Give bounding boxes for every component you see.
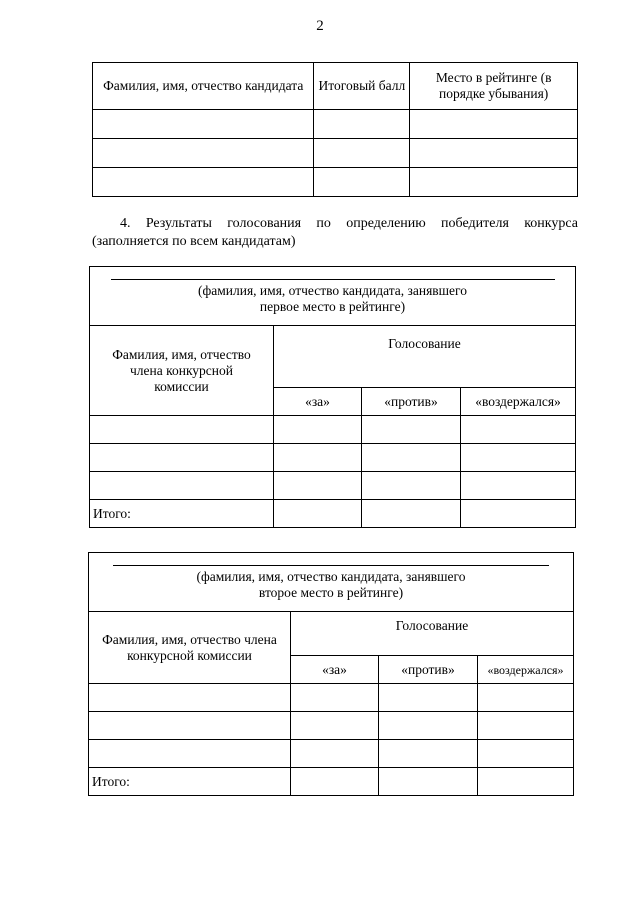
total-label: Итого: xyxy=(90,500,274,528)
name-fill-line xyxy=(111,279,555,280)
candidate-caption: (фамилия, имя, отчество кандидата, занявшего второе место в рейтинге) xyxy=(196,569,466,600)
table-row xyxy=(90,416,576,444)
table-row xyxy=(90,472,576,500)
vote-table-first-place xyxy=(89,266,576,528)
option-abstained: «воздержался» xyxy=(461,388,576,416)
table-row xyxy=(89,740,574,768)
candidate-name-cell xyxy=(90,267,576,326)
column-header-voting: Голосование xyxy=(291,612,574,656)
column-header-voting: Голосование xyxy=(274,326,576,388)
table-cell xyxy=(93,168,314,197)
table-cell xyxy=(314,110,410,139)
candidate-caption: (фамилия, имя, отчество кандидата, занявшего первое место в рейтинге) xyxy=(198,283,467,314)
table-cell xyxy=(410,168,578,197)
table-cell xyxy=(410,139,578,168)
column-header-rating-place: Место в рейтинге (в порядке убывания) xyxy=(410,63,578,110)
section-note: (заполняется по всем кандидатам) xyxy=(92,234,296,249)
page-number: 2 xyxy=(316,18,324,34)
candidate-row xyxy=(90,267,576,326)
column-header-final-score: Итоговый балл xyxy=(314,63,410,110)
total-row xyxy=(89,768,574,796)
table-cell xyxy=(410,110,578,139)
name-fill-line xyxy=(113,565,549,566)
table-row xyxy=(93,168,578,197)
total-row xyxy=(90,500,576,528)
table-row xyxy=(93,110,578,139)
table-header-row xyxy=(90,326,576,388)
option-for: «за» xyxy=(274,388,362,416)
ranking-table xyxy=(92,62,578,197)
column-header-member-name: Фамилия, имя, отчество члена конкурсной комиссии xyxy=(90,326,274,416)
section-paragraph xyxy=(92,215,578,251)
option-against: «против» xyxy=(362,388,461,416)
candidate-name-cell xyxy=(89,553,574,612)
option-for: «за» xyxy=(291,656,379,684)
total-label: Итого: xyxy=(89,768,291,796)
option-abstained: «воздержался» xyxy=(478,656,574,684)
table-header-row xyxy=(93,63,578,110)
table-row xyxy=(89,712,574,740)
table-cell xyxy=(93,110,314,139)
option-against: «против» xyxy=(379,656,478,684)
candidate-row xyxy=(89,553,574,612)
section-heading: 4. Результаты голосования по определению победителя конкурса xyxy=(120,216,578,231)
vote-table-second-place xyxy=(88,552,574,796)
table-row xyxy=(93,139,578,168)
table-row xyxy=(89,684,574,712)
column-header-candidate-name: Фамилия, имя, отчество кандидата xyxy=(93,63,314,110)
table-header-row xyxy=(89,612,574,656)
table-cell xyxy=(93,139,314,168)
table-row xyxy=(90,444,576,472)
column-header-member-name: Фамилия, имя, отчество члена конкурсной комиссии xyxy=(89,612,291,684)
table-cell xyxy=(314,139,410,168)
table-cell xyxy=(314,168,410,197)
